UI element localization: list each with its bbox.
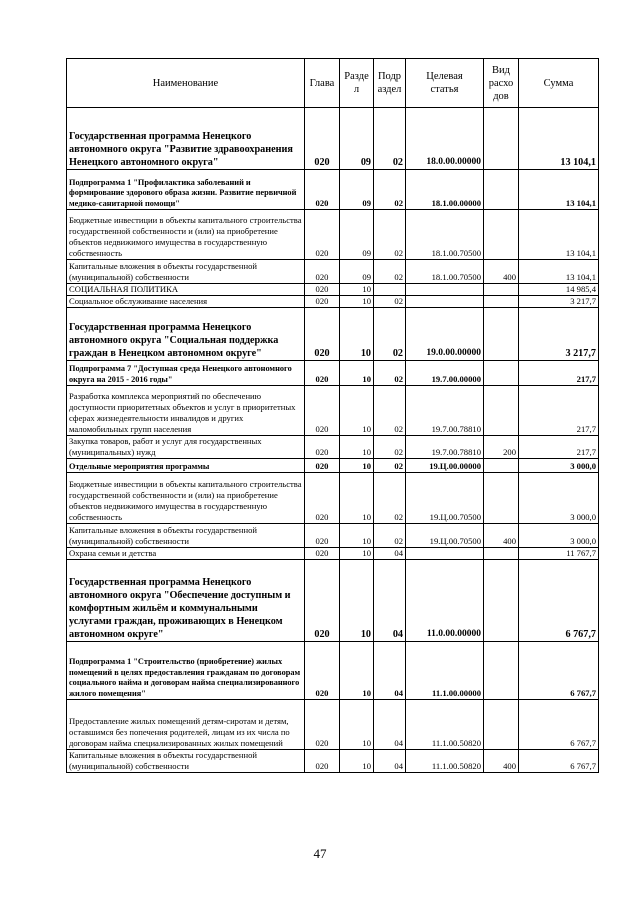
cell-name: Подпрограмма 1 "Строительство (приобретение) жилых помещений в целях предоставления гражданам по договорам социального найма и договорам найма специализированного жилого помещения" xyxy=(67,642,305,700)
cell-subsection: 02 xyxy=(374,170,406,210)
cell-name: Капитальные вложения в объекты государственной (муниципальной) собственности xyxy=(67,750,305,773)
cell-amount: 14 985,4 xyxy=(519,284,599,296)
table-row xyxy=(67,260,599,284)
cell-expense-type xyxy=(484,473,519,524)
cell-amount: 217,7 xyxy=(519,361,599,386)
budget-table xyxy=(66,58,599,773)
cell-name: Бюджетные инвестиции в объекты капитального строительства государственной собственности и (или) на приобретение объектов недвижимого имущества в государственную собственность xyxy=(67,210,305,260)
cell-amount: 13 104,1 xyxy=(519,260,599,284)
cell-subsection: 02 xyxy=(374,296,406,308)
cell-chapter: 020 xyxy=(305,361,340,386)
cell-section: 10 xyxy=(340,642,374,700)
cell-section: 10 xyxy=(340,560,374,642)
cell-amount: 13 104,1 xyxy=(519,108,599,170)
cell-chapter: 020 xyxy=(305,473,340,524)
cell-expense-type xyxy=(484,560,519,642)
cell-target: 18.1.00.70500 xyxy=(406,210,484,260)
cell-section: 09 xyxy=(340,170,374,210)
table-row xyxy=(67,284,599,296)
cell-section: 10 xyxy=(340,524,374,548)
cell-expense-type: 400 xyxy=(484,260,519,284)
cell-target: 19.Ц.00.00000 xyxy=(406,459,484,473)
cell-amount: 13 104,1 xyxy=(519,170,599,210)
table-row xyxy=(67,459,599,473)
table-row xyxy=(67,548,599,560)
cell-name: Отдельные мероприятия программы xyxy=(67,459,305,473)
cell-name: Бюджетные инвестиции в объекты капитального строительства государственной собственности и (или) на приобретение объектов недвижимого имущества в государственную собственность xyxy=(67,473,305,524)
table-row xyxy=(67,436,599,459)
cell-subsection: 02 xyxy=(374,361,406,386)
header-amount: Сумма xyxy=(519,59,599,108)
header-target-label: Целевая статья xyxy=(426,71,463,95)
cell-expense-type xyxy=(484,642,519,700)
cell-amount: 6 767,7 xyxy=(519,700,599,750)
cell-expense-type xyxy=(484,548,519,560)
cell-expense-type: 200 xyxy=(484,436,519,459)
cell-target xyxy=(406,548,484,560)
header-target xyxy=(406,59,484,108)
header-row xyxy=(67,59,599,108)
cell-chapter: 020 xyxy=(305,210,340,260)
cell-chapter: 020 xyxy=(305,560,340,642)
cell-target xyxy=(406,296,484,308)
cell-target xyxy=(406,284,484,296)
cell-amount: 3 217,7 xyxy=(519,308,599,361)
cell-expense-type xyxy=(484,210,519,260)
table-row xyxy=(67,642,599,700)
cell-target: 19.7.00.78810 xyxy=(406,436,484,459)
cell-subsection: 02 xyxy=(374,436,406,459)
cell-section: 10 xyxy=(340,473,374,524)
cell-name: Капитальные вложения в объекты государственной (муниципальной) собственности xyxy=(67,260,305,284)
table-row xyxy=(67,361,599,386)
cell-section: 10 xyxy=(340,750,374,773)
cell-amount: 6 767,7 xyxy=(519,750,599,773)
cell-expense-type xyxy=(484,308,519,361)
cell-expense-type xyxy=(484,700,519,750)
cell-name: Подпрограмма 7 "Доступная среда Ненецкого автономного округа на 2015 - 2016 годы" xyxy=(67,361,305,386)
cell-expense-type xyxy=(484,296,519,308)
table-row xyxy=(67,170,599,210)
cell-target: 11.1.00.50820 xyxy=(406,700,484,750)
cell-section: 10 xyxy=(340,296,374,308)
cell-target: 18.1.00.70500 xyxy=(406,260,484,284)
cell-section: 10 xyxy=(340,436,374,459)
cell-section: 10 xyxy=(340,386,374,436)
cell-chapter: 020 xyxy=(305,642,340,700)
cell-expense-type xyxy=(484,361,519,386)
header-name: Наименование xyxy=(67,59,305,108)
cell-chapter: 020 xyxy=(305,284,340,296)
cell-target: 19.0.00.00000 xyxy=(406,308,484,361)
cell-subsection: 04 xyxy=(374,642,406,700)
table-row xyxy=(67,524,599,548)
table-row xyxy=(67,210,599,260)
cell-section: 10 xyxy=(340,700,374,750)
cell-name: Социальное обслуживание населения xyxy=(67,296,305,308)
cell-subsection: 04 xyxy=(374,560,406,642)
header-section-label: Разде л xyxy=(344,71,369,95)
cell-expense-type xyxy=(484,170,519,210)
cell-section: 10 xyxy=(340,284,374,296)
cell-amount: 3 000,0 xyxy=(519,524,599,548)
cell-amount: 3 217,7 xyxy=(519,296,599,308)
cell-amount: 217,7 xyxy=(519,386,599,436)
cell-name: Подпрограмма 1 "Профилактика заболеваний и формирование здорового образа жизни. Развитие первичной медико-санитарной помощи" xyxy=(67,170,305,210)
cell-amount: 6 767,7 xyxy=(519,560,599,642)
table-row xyxy=(67,296,599,308)
table-row xyxy=(67,750,599,773)
cell-subsection: 04 xyxy=(374,700,406,750)
cell-name: Государственная программа Ненецкого автономного округа "Социальная поддержка граждан в Ненецком автономном округе" xyxy=(67,308,305,361)
cell-chapter: 020 xyxy=(305,386,340,436)
cell-name: Государственная программа Ненецкого автономного округа "Обеспечение доступным и комфортным жильём и коммунальными услугами граждан, проживающих в Ненецком автономном округе" xyxy=(67,560,305,642)
cell-subsection xyxy=(374,284,406,296)
cell-subsection: 02 xyxy=(374,473,406,524)
cell-subsection: 04 xyxy=(374,750,406,773)
table-body xyxy=(67,108,599,773)
cell-chapter: 020 xyxy=(305,170,340,210)
cell-chapter: 020 xyxy=(305,260,340,284)
header-subsection xyxy=(374,59,406,108)
cell-section: 10 xyxy=(340,308,374,361)
cell-target: 19.7.00.00000 xyxy=(406,361,484,386)
cell-chapter: 020 xyxy=(305,750,340,773)
cell-subsection: 02 xyxy=(374,459,406,473)
cell-chapter: 020 xyxy=(305,548,340,560)
cell-expense-type xyxy=(484,459,519,473)
cell-subsection: 02 xyxy=(374,210,406,260)
cell-amount: 217,7 xyxy=(519,436,599,459)
cell-chapter: 020 xyxy=(305,296,340,308)
cell-target: 19.Ц.00.70500 xyxy=(406,524,484,548)
cell-target: 18.1.00.00000 xyxy=(406,170,484,210)
cell-chapter: 020 xyxy=(305,108,340,170)
header-chapter: Глава xyxy=(305,59,340,108)
cell-chapter: 020 xyxy=(305,700,340,750)
table-row xyxy=(67,473,599,524)
cell-subsection: 02 xyxy=(374,524,406,548)
header-expense-type-label: Вид расхо дов xyxy=(488,64,514,102)
cell-target: 11.1.00.00000 xyxy=(406,642,484,700)
cell-section: 09 xyxy=(340,210,374,260)
cell-target: 19.7.00.78810 xyxy=(406,386,484,436)
cell-amount: 6 767,7 xyxy=(519,642,599,700)
cell-subsection: 02 xyxy=(374,386,406,436)
cell-expense-type xyxy=(484,108,519,170)
cell-section: 10 xyxy=(340,459,374,473)
table-row xyxy=(67,560,599,642)
cell-subsection: 02 xyxy=(374,108,406,170)
cell-expense-type xyxy=(484,386,519,436)
table-row xyxy=(67,308,599,361)
cell-name: Государственная программа Ненецкого автономного округа "Развитие здравоохранения Ненецкого автономного округа" xyxy=(67,108,305,170)
cell-amount: 11 767,7 xyxy=(519,548,599,560)
cell-amount: 3 000,0 xyxy=(519,473,599,524)
cell-chapter: 020 xyxy=(305,308,340,361)
cell-amount: 3 000,0 xyxy=(519,459,599,473)
cell-expense-type xyxy=(484,284,519,296)
header-section xyxy=(340,59,374,108)
cell-section: 09 xyxy=(340,108,374,170)
table-row xyxy=(67,108,599,170)
cell-name: Охрана семьи и детства xyxy=(67,548,305,560)
cell-target: 19.Ц.00.70500 xyxy=(406,473,484,524)
cell-target: 11.1.00.50820 xyxy=(406,750,484,773)
cell-section: 10 xyxy=(340,361,374,386)
cell-expense-type: 400 xyxy=(484,750,519,773)
cell-target: 11.0.00.00000 xyxy=(406,560,484,642)
cell-chapter: 020 xyxy=(305,459,340,473)
table-row xyxy=(67,386,599,436)
cell-name: Капитальные вложения в объекты государственной (муниципальной) собственности xyxy=(67,524,305,548)
header-expense-type xyxy=(484,59,519,108)
cell-amount: 13 104,1 xyxy=(519,210,599,260)
page-number: 47 xyxy=(313,846,327,861)
cell-section: 10 xyxy=(340,548,374,560)
cell-expense-type: 400 xyxy=(484,524,519,548)
cell-section: 09 xyxy=(340,260,374,284)
cell-chapter: 020 xyxy=(305,524,340,548)
cell-name: Закупка товаров, работ и услуг для государственных (муниципальных) нужд xyxy=(67,436,305,459)
cell-name: Разработка комплекса мероприятий по обеспечению доступности приоритетных объектов и услуг в приоритетных сферах жизнедеятельности инвалидов и других маломобильных групп населения xyxy=(67,386,305,436)
header-subsection-label: Подр аздел xyxy=(377,71,402,95)
cell-subsection: 02 xyxy=(374,308,406,361)
cell-name: СОЦИАЛЬНАЯ ПОЛИТИКА xyxy=(67,284,305,296)
cell-name: Предоставление жилых помещений детям-сиротам и детям, оставшимся без попечения родителей, лицам из их числа по договорам найма специализированных жилых помещений xyxy=(67,700,305,750)
table-row xyxy=(67,700,599,750)
cell-target: 18.0.00.00000 xyxy=(406,108,484,170)
cell-chapter: 020 xyxy=(305,436,340,459)
cell-subsection: 02 xyxy=(374,260,406,284)
cell-subsection: 04 xyxy=(374,548,406,560)
